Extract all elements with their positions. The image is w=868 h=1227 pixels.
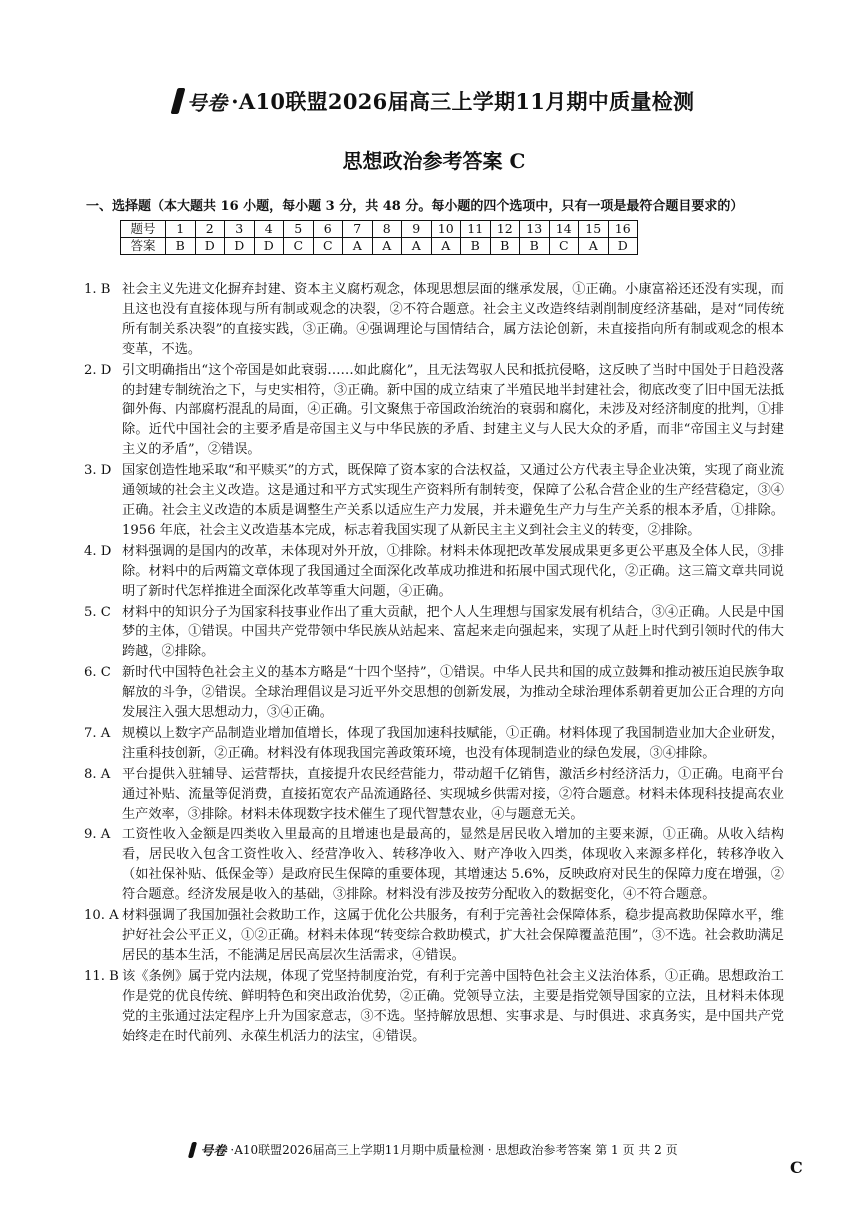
item-number: 11. B <box>84 968 119 984</box>
answer-cell: A <box>579 238 609 255</box>
answer-cell: C <box>549 238 579 255</box>
explanation-list <box>84 280 784 1047</box>
answer-cell: B <box>166 238 196 255</box>
answer-cell: A <box>402 238 432 255</box>
item-number: 2. D <box>84 362 112 378</box>
question-number: 5 <box>284 221 314 238</box>
explanation-item <box>84 825 784 905</box>
answer-cell: C <box>313 238 343 255</box>
explanation-item <box>84 542 784 602</box>
answer-cell: C <box>284 238 314 255</box>
item-text: 材料强调了我国加强社会救助工作，这属于优化公共服务，有利于完善社会保障体系，稳步提高救助保障水平，维护好社会公平正义，①②正确。材料未体现“转变综合救助模式，扩大社会保障覆盖范围”，③不选。社会救助满足居民的基本生活，不能满足居民高层次生活需求，④错误。 <box>122 908 784 963</box>
question-number: 13 <box>520 221 550 238</box>
answer-cell: D <box>225 238 255 255</box>
item-text: 规模以上数字产品制造业增加值增长，体现了我国加速科技赋能，①正确。材料体现了我国制造业加大企业研发，注重科技创新，②正确。材料没有体现我国完善政策环境，也没有体现制造业的绿色发展，③④排除。 <box>122 725 784 761</box>
answer-cell: D <box>254 238 284 255</box>
question-number: 7 <box>343 221 373 238</box>
item-text: 材料中的知识分子为国家科技事业作出了重大贡献，把个人人生理想与国家发展有机结合，③④正确。人民是中国梦的主体，①错误。中国共产党带领中华民族从站起来、富起来走向强起来，实现了从赶上时代到引领时代的伟大跨越，②排除。 <box>122 604 784 660</box>
header-title-line <box>174 86 695 116</box>
question-number: 2 <box>195 221 225 238</box>
footer-logo-text: 号卷 <box>200 1144 227 1159</box>
explanation-item <box>84 765 784 825</box>
answer-cell: A <box>343 238 373 255</box>
document-subtitle: 思想政治参考答案 C <box>342 149 526 173</box>
question-number: 8 <box>372 221 402 238</box>
item-text: 引文明确指出“这个帝国是如此衰弱……如此腐化”，且无法驾驭人民和抵抗侵略，这反映了当时中国处于日趋没落的封建专制统治之下，与史实相符，③正确。新中国的成立结束了半殖民地半封建社会，彻底改变了旧中国无法抵御外侮、内部腐朽混乱的局面，④正确。引文聚焦于帝国政治统治的衰弱和腐化，未涉及对经济制度的批判，①排除。近代中国社会的主要矛盾是帝国主义与中华民族的矛盾、封建主义与人民大众的矛盾，而非“帝国主义与封建主义的矛盾”，②错误。 <box>122 362 784 458</box>
explanation-item <box>84 361 784 461</box>
explanation-item <box>84 461 784 541</box>
question-number: 15 <box>579 221 609 238</box>
page-header <box>0 86 868 118</box>
page-footer <box>0 1140 868 1161</box>
item-number: 6. C <box>84 665 111 681</box>
answer-cell: A <box>431 238 461 255</box>
answer-cell: B <box>461 238 491 255</box>
question-number: 9 <box>402 221 432 238</box>
answer-table <box>120 220 638 255</box>
item-text: 国家创造性地采取“和平赎买”的方式，既保障了资本家的合法权益，又通过公方代表主导企业决策，实现了商业流通领域的社会主义改造。这是通过和平方式实现生产资料所有制转变，保障了公私合营企业的生产经营稳定，③④正确。社会主义改造的本质是调整生产关系以适应生产力发展，并未避免生产力与生产关系的根本矛盾，①排除。1956 年底，社会主义改造基本完成，标志着我国实现了从新民主主义到社会主义的转变，②排除。 <box>122 463 784 538</box>
question-number: 3 <box>225 221 255 238</box>
footer-line <box>190 1140 677 1159</box>
answer-cell: D <box>608 238 638 255</box>
item-text: 材料强调的是国内的改革，未体现对外开放，①排除。材料未体现把改革发展成果更多更公平惠及全体人民，③排除。材料中的后两篇文章体现了我国通过全面深化改革成功推进和拓展中国式现代化，②正确。这三篇文章共同说明了新时代怎样推进全面深化改革等重大问题，④正确。 <box>122 543 784 599</box>
explanation-item <box>84 967 784 1047</box>
logo-text: 号卷 <box>186 90 228 115</box>
item-number: 4. D <box>84 543 112 559</box>
question-number: 10 <box>431 221 461 238</box>
question-number: 12 <box>490 221 520 238</box>
footer-logo <box>190 1140 226 1159</box>
question-number: 6 <box>313 221 343 238</box>
answer-table-answer-row <box>121 238 638 255</box>
item-number: 9. A <box>84 827 111 843</box>
item-number: 1. B <box>84 282 111 297</box>
explanation-item <box>84 663 784 723</box>
item-text: 工资性收入金额是四类收入里最高的且增速也是最高的，显然是居民收入增加的主要来源，①正确。从收入结构看，居民收入包含工资性收入、经营净收入、转移净收入、财产净收入四类，体现收入来源多样化，转移净收入（如社保补贴、低保金等）是政府民生保障的重要体现，其增速达 5.6%，反映政府对民生的保障力度在增强，②符合题意。经济发展是收入的基础，③排除。材料没有涉及按劳分配收入的数据变化，④不符合题意。 <box>122 827 784 903</box>
answer-cell: D <box>195 238 225 255</box>
item-number: 10. A <box>84 908 119 924</box>
item-number: 5. C <box>84 604 111 620</box>
question-number: 16 <box>608 221 638 238</box>
section-title: 一、选择题（本大题共 16 小题，每小题 3 分，共 48 分。每小题的四个选项中，只有一项是最符合题目要求的） <box>86 199 744 214</box>
question-number: 14 <box>549 221 579 238</box>
explanation-item <box>84 906 784 966</box>
explanation-item <box>84 724 784 764</box>
brand-logo <box>174 87 228 116</box>
row-label-number: 题号 <box>121 221 166 238</box>
footer-text: ·A10联盟2026届高三上学期11月期中质量检测 · 思想政治参考答案 第 1 页 共 2 页 <box>230 1143 678 1157</box>
item-text: 该《条例》属于党内法规，体现了党坚持制度治党，有利于完善中国特色社会主义法治体系，①正确。思想政治工作是党的优良传统、鲜明特色和突出政治优势，②正确。党领导立法，主要是指党领导国家的立法，且材料未体现党的主张通过法定程序上升为国家意志，③不选。坚持解放思想、实事求是、与时俱进、求真务实，是中国共产党始终走在时代前列、永葆生机活力的法宝，④错误。 <box>122 968 784 1044</box>
item-number: 8. A <box>84 766 111 782</box>
logo-mark-icon <box>188 1142 197 1158</box>
answer-cell: B <box>490 238 520 255</box>
answer-cell: B <box>520 238 550 255</box>
item-number: 3. D <box>84 463 112 479</box>
question-number: 4 <box>254 221 284 238</box>
document-title: ·A10联盟2026届高三上学期11月期中质量检测 <box>231 89 695 114</box>
explanation-item <box>84 603 784 663</box>
explanation-item <box>84 280 784 360</box>
row-label-answer: 答案 <box>121 238 166 255</box>
item-number: 7. A <box>84 725 111 741</box>
item-text: 新时代中国特色社会主义的基本方略是“十四个坚持”，①错误。中华人民共和国的成立鼓舞和推动被压迫民族争取解放的斗争，②错误。全球治理倡议是习近平外交思想的创新发展，为推动全球治理体系朝着更加公正合理的方向发展注入强大思想动力，③④正确。 <box>122 665 784 721</box>
question-number: 11 <box>461 221 491 238</box>
question-number: 1 <box>166 221 196 238</box>
version-marker: C <box>790 1158 803 1177</box>
answer-table-number-row <box>121 221 638 238</box>
item-text: 社会主义先进文化摒弃封建、资本主义腐朽观念，体现思想层面的继承发展，①正确。小康富裕还还没有实现，而且这也没有直接体现与所有制或观念的决裂，②不符合题意。社会主义改造终结剥削制度经济基础，是对“同传统所有制关系决裂”的直接实践，③正确。④强调理论与国情结合，属方法论创新，未直接指向所有制或观念的根本变革，不选。 <box>122 282 784 357</box>
item-text: 平台提供入驻辅导、运营帮扶，直接提升农民经营能力，带动超千亿销售，激活乡村经济活力，①正确。电商平台通过补贴、流量等促消费，直接拓宽农产品流通路径、实现城乡供需对接，②符合题意。材料未体现科技提高农业生产效率，③排除。材料未体现数字技术催生了现代智慧农业，④与题意无关。 <box>122 766 784 822</box>
answer-cell: A <box>372 238 402 255</box>
logo-mark-icon <box>170 88 185 114</box>
